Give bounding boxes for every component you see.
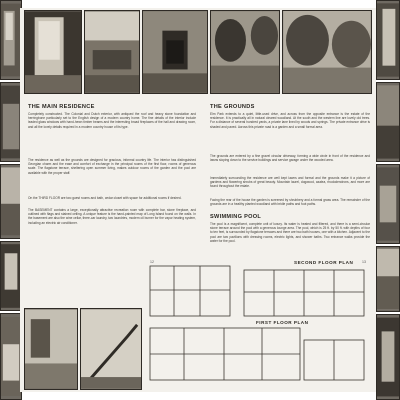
first-floor-plan-label: FIRST FLOOR PLAN <box>256 320 309 325</box>
photo-fireplace <box>142 10 208 94</box>
brochure-spread <box>20 8 376 392</box>
border-photo-right-5 <box>376 314 400 400</box>
swimming-pool-heading: SWIMMING POOL <box>210 214 262 220</box>
border-photo-left-top <box>0 0 22 80</box>
photo-bedroom <box>24 308 78 390</box>
border-photo-left-3 <box>0 164 22 239</box>
grounds-paragraph-3: Immediately surrounding the residence are well kept lawns and formal and the grounds make it a picture of gardens and flowering shrubs of great beauty. Mountain laurel, dogwood, azalea, rhododendrons, and more are found throughout the estate. <box>210 176 370 189</box>
floor-plans <box>144 258 372 390</box>
grounds-paragraph-1: Elm Park extends to a quiet, little-used drive, and across from the opposite entrance is the estate of the residence. It is practically all in natural cleared woodland. At the south and the western line are lovely old trees. For a distance of several hundred yards, a private lane lined by woods and springs. The private entrance drive is shaded and paved. Across this private road is a garden and a small formal area. <box>210 112 370 129</box>
border-photo-right-3 <box>376 164 400 244</box>
main-residence-heading: THE MAIN RESIDENCE <box>28 104 95 110</box>
main-residence-paragraph-3: On the THIRD FLOOR are two guest rooms and bath, cedar closet with space for additional rooms if desired. <box>28 196 182 200</box>
border-photo-left-5 <box>0 313 22 400</box>
main-residence-paragraph-4: The BASEMENT contains a large, exceptionally attractive recreation room with complete bar, stone fireplace, and outlined with flags and stained ceiling. A unique feature is the hand-painted map of Long Island found on the walls. In the basement are also the wine cellar, three-car laundry, two laundries, modern oil burner for the vapor heating system, including an electric air conditioner. <box>28 208 196 225</box>
second-floor-plan-label: SECOND FLOOR PLAN <box>294 260 354 265</box>
photo-staircase <box>80 308 142 390</box>
main-residence-paragraph-2: The residence as well as the grounds are designed for gracious, informal country life. The interior has distinguished Georgian charm and the ease and comfort of exchange in the principal rooms of the first floor, rooms of generous scale. The flagstone terrace, sheltering open summer living, makes outdoor rooms of the garden and the pool are available with the proper staff. <box>28 158 196 175</box>
photo-garden <box>282 10 372 94</box>
grounds-paragraph-2: The grounds are entered by a fine gravel circular driveway, forming a wide circle in front of the residence and lawns sloping down to the service buildings and service garage under the wooded area. <box>210 154 370 163</box>
border-photo-left-4 <box>0 241 22 311</box>
border-photo-right-4 <box>376 246 400 312</box>
grounds-paragraph-4: Facing the rear of the house the garden is screened by shrubbery and a formal grass area. The remainder of the grounds are in a healthy planted woodland with bridle paths and foot paths. <box>210 198 370 207</box>
border-photo-left-2 <box>0 82 22 162</box>
photo-living-room <box>84 10 140 94</box>
photo-pond-lawn <box>210 10 280 94</box>
border-photo-right-2 <box>376 82 400 162</box>
border-photo-right-top <box>376 0 400 80</box>
main-residence-paragraph-1: Completely constructed. The Colonial and Dutch exterior, with antiqued the roof and heavy stone foundation and herringbone particularly set to the English design of a modern country home. The fine details of the interior include leaded glass windows with hand-hewn timber beams and the interesting broad fireplaces of the hall and drawing room, and all the lovely details required in a modern country house of its type. <box>28 112 196 129</box>
page-number-left: 12 <box>150 260 154 264</box>
photo-hallway <box>24 10 82 94</box>
page-number-right: 13 <box>362 260 366 264</box>
grounds-heading: THE GROUNDS <box>210 104 255 110</box>
swimming-pool-paragraph: The pool is a magnificent, complete unit of luxury. Its water is heated and filtered, and there is a semi-circular stone terrace around the pool with a generous lounge area. The pool, which is 25 ft. by 50 ft. with depths of four to ten feet, is surrounded by flagstone terraces and there are two bath houses, one with a kitchen. Adjacent to the pool are two pavilions with dressing rooms, electric lights, and shower baths. Two entrance walks provide the water for the pool. <box>210 222 370 243</box>
